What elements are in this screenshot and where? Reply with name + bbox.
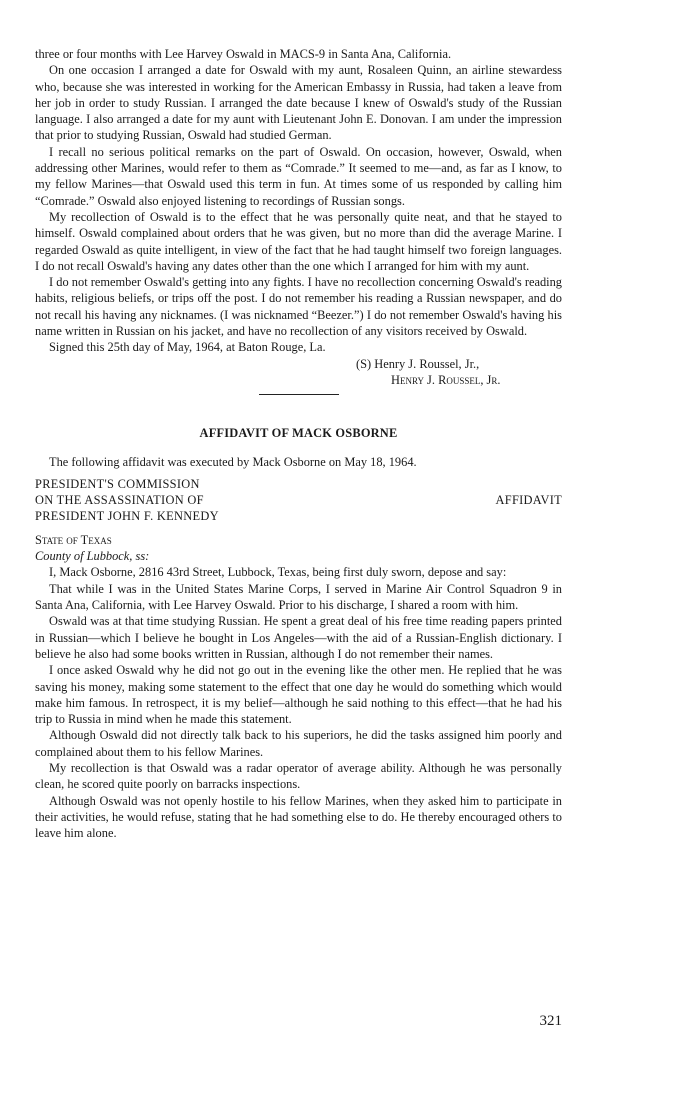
section-divider: [259, 394, 339, 395]
osborne-paragraph-6: My recollection is that Oswald was a radar operator of average ability. Although he was personally clean, he scored quite poorly on barracks inspections.: [35, 760, 562, 792]
osborne-paragraph-2: That while I was in the United States Marine Corps, I served in Marine Air Control Squadron 9 in Santa Ana, California, with Lee Harvey Oswald. Prior to his discharge, I shared a room with him.: [35, 581, 562, 613]
affidavit-label: AFFIDAVIT: [495, 492, 562, 507]
signature-line-2: Henry J. Roussel, Jr.: [391, 372, 501, 387]
signature-line-1: (S) Henry J. Roussel, Jr.,: [356, 356, 480, 371]
commission-header: [35, 476, 562, 524]
roussel-paragraph-2: On one occasion I arranged a date for Oswald with my aunt, Rosaleen Quinn, an airline stewardess who, because she was interested in working for the American Embassy in Russia, had taken a leave from her job in order to study Russian. I arranged the date because I knew of Oswald's study of the Russian language. I also arranged a date for my aunt with Lieutenant John E. Donovan. I am under the impression that prior to studying Russian, Oswald had studied German.: [35, 63, 562, 143]
signed-date-line: Signed this 25th day of May, 1964, at Baton Rouge, La.: [49, 340, 326, 355]
roussel-paragraph-1: three or four months with Lee Harvey Oswald in MACS-9 in Santa Ana, California.: [35, 47, 452, 61]
osborne-paragraph-4: I once asked Oswald why he did not go out in the evening like the other men. He replied that he was saving his money, making some statement to the effect that one day he would do something which would make him famous. In retrospect, it is my belief—although he said nothing to this effect—that he had his trip to Russia in mind when he made this statement.: [35, 663, 562, 727]
document-page: [35, 46, 562, 841]
signature-block: [356, 356, 562, 389]
page-number: 321: [539, 1013, 562, 1029]
commission-line-2: ON THE ASSASSINATION OF: [35, 492, 204, 507]
commission-name: [35, 476, 219, 524]
osborne-paragraph-5: Although Oswald did not directly talk back to his superiors, he did the tasks assigned him poorly and complained about them to his fellow Marines.: [35, 728, 562, 759]
venue-state: State of Texas: [35, 532, 112, 547]
affidavit-intro: The following affidavit was executed by Mack Osborne on May 18, 1964.: [49, 454, 417, 469]
commission-line-3: PRESIDENT JOHN F. KENNEDY: [35, 508, 219, 523]
venue-block: [35, 532, 562, 565]
osborne-paragraph-7: Although Oswald was not openly hostile to his fellow Marines, when they asked him to participate in their activities, he would refuse, stating that he had something else to do. He thereby encouraged others to leave him alone.: [35, 793, 562, 841]
roussel-paragraph-4: My recollection of Oswald is to the effect that he was personally quite neat, and that he stayed to himself. Oswald complained about orders that he was given, but no more than did the average Marine. I regarded Oswald as quite intelligent, in view of the fact that he had taught himself two foreign languages. I do not recall Oswald's having any dates other than the one which I arranged for him with my aunt.: [35, 209, 562, 273]
osborne-paragraph-3: Oswald was at that time studying Russian. He spent a great deal of his free time reading papers printed in Russian—which I believe he bought in Los Angeles—with the aid of a Russian-English dictionary. I believe he also had some books written in Russian, although I do not remember their names.: [35, 614, 562, 661]
commission-line-1: PRESIDENT'S COMMISSION: [35, 476, 200, 491]
osborne-paragraph-1: I, Mack Osborne, 2816 43rd Street, Lubbock, Texas, being first duly sworn, depose and say:: [49, 565, 507, 580]
affidavit-title: AFFIDAVIT OF MACK OSBORNE: [199, 426, 398, 441]
roussel-paragraph-5: I do not remember Oswald's getting into any fights. I have no recollection concerning Oswald's reading habits, religious beliefs, or trips off the post. I do not remember his reading a Russian newspaper, and do not recall his having any nicknames. (I was nicknamed “Beezer.”) I do not remember Oswald's having his name written in Russian on his jacket, and have no recollection of any visitors received by Oswald.: [35, 275, 562, 339]
venue-county: County of Lubbock, ss:: [35, 549, 150, 564]
roussel-paragraph-3: I recall no serious political remarks on the part of Oswald. On occasion, however, Oswald, when addressing other Marines, would refer to them as “Comrade.” It seemed to me—and, as far as I know, to my fellow Marines—that Oswald used this term in fun. At times some of us responded by calling him “Comrade.” Oswald also enjoyed listening to recordings of Russian songs.: [35, 144, 562, 208]
